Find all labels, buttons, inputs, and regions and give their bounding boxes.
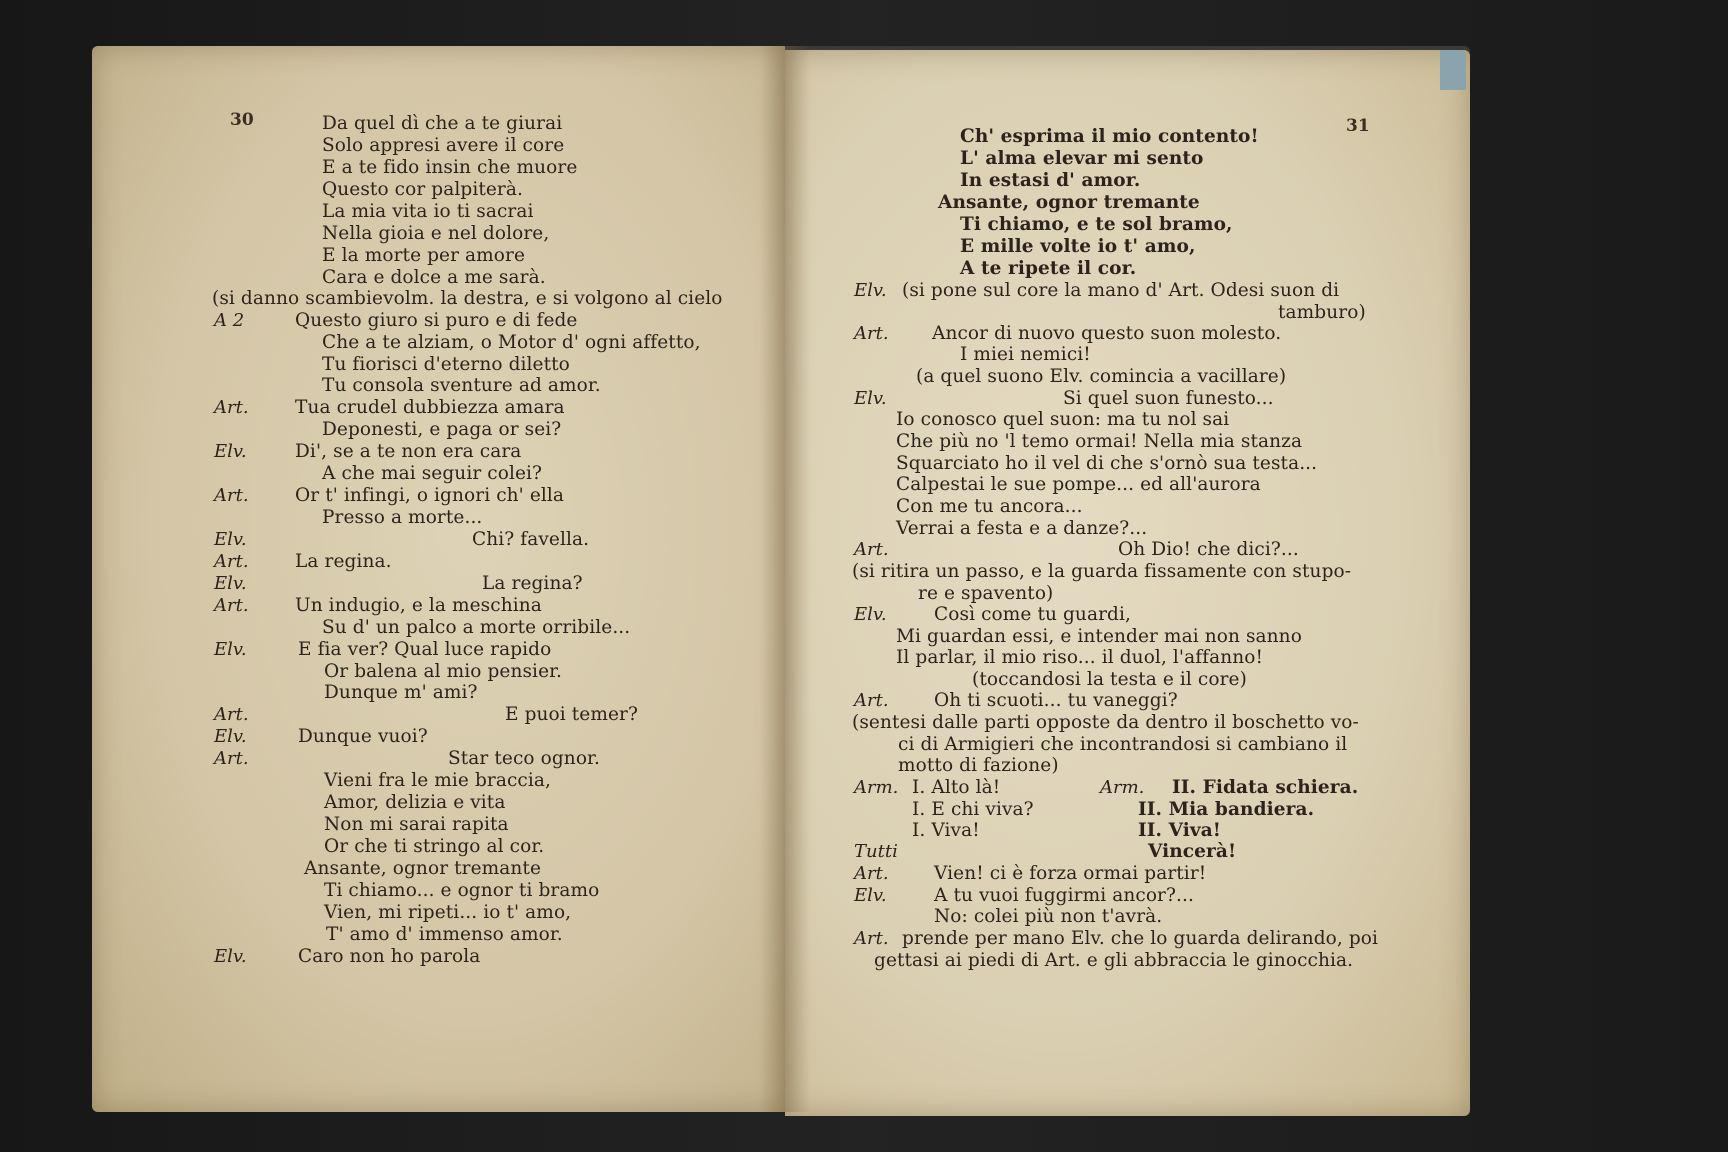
text-line: (toccandosi la testa e il core) xyxy=(972,669,1247,690)
text-line: Il parlar, il mio riso... il duol, l'affanno! xyxy=(896,647,1264,668)
speaker-label: Art. xyxy=(214,485,249,506)
text-line: (si danno scambievolm. la destra, e si volgono al cielo xyxy=(212,288,723,309)
text-line: (a quel suono Elv. comincia a vacillare) xyxy=(916,366,1287,387)
text-line: E puoi temer? xyxy=(505,704,639,725)
text-line: Or balena al mio pensier. xyxy=(324,661,563,682)
text-line: (sentesi dalle parti opposte da dentro il boschetto vo- xyxy=(852,712,1359,733)
text-line: I. Viva! xyxy=(912,820,980,841)
text-line: A te ripete il cor. xyxy=(960,258,1137,279)
text-line: II. Viva! xyxy=(1138,820,1222,841)
text-line: Amor, delizia e vita xyxy=(324,792,506,813)
text-line: Mi guardan essi, e intender mai non sanno xyxy=(896,626,1302,647)
speaker-label: Elv. xyxy=(214,529,247,550)
speaker-label: Art. xyxy=(854,863,889,884)
text-line: T' amo d' immenso amor. xyxy=(326,924,563,945)
text-line: E la morte per amore xyxy=(322,245,526,266)
text-line: re e spavento) xyxy=(918,583,1054,604)
text-line: II. Fidata schiera. xyxy=(1172,777,1359,798)
text-line: Si quel suon funesto... xyxy=(1063,388,1274,409)
book-gutter xyxy=(760,46,810,1112)
text-line: Tu fiorisci d'eterno diletto xyxy=(322,354,570,375)
text-line: Chi? favella. xyxy=(472,529,590,550)
text-line: Calpestai le sue pompe... ed all'aurora xyxy=(896,474,1261,495)
text-line: Ti chiamo... e ognor ti bramo xyxy=(324,880,600,901)
text-line: Ansante, ognor tremante xyxy=(304,858,542,879)
speaker-label: Elv. xyxy=(214,946,247,967)
page-number-right: 31 xyxy=(1346,116,1370,136)
text-line: Questo cor palpiterà. xyxy=(322,179,523,200)
speaker-label: Arm. xyxy=(854,777,899,798)
text-line: Star teco ognor. xyxy=(448,748,600,769)
speaker-label: Elv. xyxy=(214,441,247,462)
text-line: Un indugio, e la meschina xyxy=(295,595,542,616)
text-line: Ch' esprima il mio contento! xyxy=(960,126,1259,147)
speaker-label: Elv. xyxy=(214,573,247,594)
text-line: In estasi d' amor. xyxy=(960,170,1141,191)
speaker-label: Elv. xyxy=(854,280,887,301)
text-line: Vieni fra le mie braccia, xyxy=(324,770,552,791)
speaker-label: Art. xyxy=(214,704,249,725)
speaker-label: Art. xyxy=(214,551,249,572)
speaker-label: Elv. xyxy=(854,885,887,906)
text-line: Da quel dì che a te giurai xyxy=(322,113,563,134)
text-line: (si ritira un passo, e la guarda fissamente con stupo- xyxy=(852,561,1352,582)
text-line: Nella gioia e nel dolore, xyxy=(322,223,550,244)
text-line: Ansante, ognor tremante xyxy=(938,192,1200,213)
text-line: Presso a morte... xyxy=(322,507,483,528)
text-line: E mille volte io t' amo, xyxy=(960,236,1196,257)
text-line: Deponesti, e paga or sei? xyxy=(322,419,562,440)
text-line: Non mi sarai rapita xyxy=(324,814,509,835)
text-line: Vien! ci è forza ormai partir! xyxy=(934,863,1207,884)
text-line: I. E chi viva? xyxy=(912,799,1034,820)
text-line: Squarciato ho il vel di che s'ornò sua testa... xyxy=(896,453,1318,474)
page-number-left: 30 xyxy=(230,110,254,130)
text-line: tamburo) xyxy=(1278,302,1366,323)
text-line: Questo giuro si puro e di fede xyxy=(295,310,578,331)
text-line: Or t' infingi, o ignori ch' ella xyxy=(295,485,565,506)
text-line: Dunque vuoi? xyxy=(298,726,428,747)
text-line: A tu vuoi fuggirmi ancor?... xyxy=(934,885,1194,906)
text-line: L' alma elevar mi sento xyxy=(960,148,1204,169)
speaker-label: Elv. xyxy=(854,388,887,409)
text-line: Tu consola sventure ad amor. xyxy=(322,375,601,396)
text-line: Cara e dolce a me sarà. xyxy=(322,267,546,288)
text-line: Ti chiamo, e te sol bramo, xyxy=(960,214,1233,235)
text-line: Oh ti scuoti... tu vaneggi? xyxy=(934,690,1178,711)
text-line: Solo appresi avere il core xyxy=(322,135,565,156)
text-line: Tua crudel dubbiezza amara xyxy=(295,397,565,418)
text-line: La regina. xyxy=(295,551,392,572)
speaker-label: Elv. xyxy=(214,726,247,747)
text-line: Or che ti stringo al cor. xyxy=(324,836,545,857)
text-line: No: colei più non t'avrà. xyxy=(934,906,1163,927)
speaker-label: Art. xyxy=(854,539,889,560)
speaker-label: Elv. xyxy=(854,604,887,625)
text-line: Io conosco quel suon: ma tu nol sai xyxy=(896,409,1230,430)
blue-tab xyxy=(1440,50,1466,90)
speaker-label: Art. xyxy=(214,748,249,769)
text-line: ci di Armigieri che incontrandosi si cambiano il xyxy=(898,734,1348,755)
text-line: prende per mano Elv. che lo guarda delirando, poi xyxy=(902,928,1379,949)
text-line: E fia ver? Qual luce rapido xyxy=(298,639,552,660)
text-line: II. Mia bandiera. xyxy=(1138,799,1315,820)
text-line: Vincerà! xyxy=(1148,841,1237,862)
text-line: Su d' un palco a morte orribile... xyxy=(322,617,631,638)
speaker-label: A 2 xyxy=(214,310,245,331)
text-line: Caro non ho parola xyxy=(298,946,481,967)
text-line: I. Alto là! xyxy=(912,777,1001,798)
text-line: Così come tu guardi, xyxy=(934,604,1131,625)
text-line: Vien, mi ripeti... io t' amo, xyxy=(324,902,572,923)
speaker-label: Tutti xyxy=(854,841,898,862)
text-line: Che più no 'l temo ormai! Nella mia stanza xyxy=(896,431,1303,452)
text-line: E a te fido insin che muore xyxy=(322,157,578,178)
text-line: Che a te alziam, o Motor d' ogni affetto, xyxy=(322,332,701,353)
speaker-label: Art. xyxy=(854,690,889,711)
text-line: I miei nemici! xyxy=(960,344,1091,365)
speaker-label: Art. xyxy=(214,595,249,616)
speaker-label: Art. xyxy=(854,323,889,344)
text-line: gettasi ai piedi di Art. e gli abbraccia le ginocchia. xyxy=(874,950,1354,971)
text-line: Ancor di nuovo questo suon molesto. xyxy=(932,323,1282,344)
text-line: La mia vita io ti sacrai xyxy=(322,201,534,222)
text-line: Verrai a festa e a danze?... xyxy=(896,518,1148,539)
text-line: A che mai seguir colei? xyxy=(322,463,543,484)
text-line: Con me tu ancora... xyxy=(896,496,1083,517)
speaker-label: Art. xyxy=(214,397,249,418)
text-line: Di', se a te non era cara xyxy=(295,441,522,462)
speaker-label: Arm. xyxy=(1100,777,1145,798)
speaker-label: Elv. xyxy=(214,639,247,660)
text-line: motto di fazione) xyxy=(898,755,1059,776)
text-line: La regina? xyxy=(482,573,583,594)
text-line: Oh Dio! che dici?... xyxy=(1118,539,1299,560)
text-line: Dunque m' ami? xyxy=(324,682,478,703)
text-line: (si pone sul core la mano d' Art. Odesi suon di xyxy=(902,280,1340,301)
speaker-label: Art. xyxy=(854,928,889,949)
